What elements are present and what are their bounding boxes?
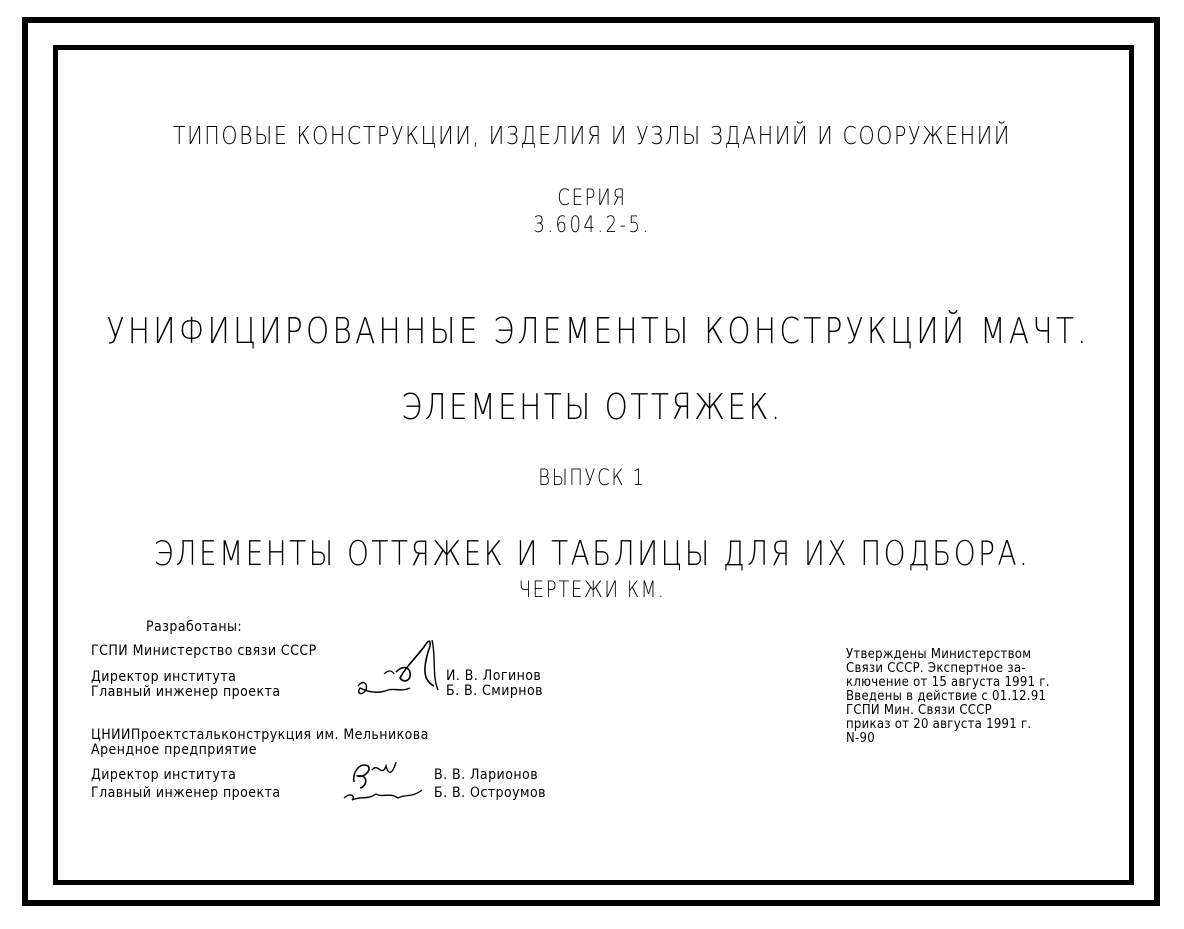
- org2-role-director: Директор института: [91, 767, 237, 783]
- issue-label: ВЫПУСК 1: [538, 466, 646, 491]
- org1-name: ГСПИ Министерство связи СССР: [91, 643, 317, 659]
- org2-type: Арендное предприятие: [91, 742, 258, 758]
- inner-frame: [53, 45, 1134, 885]
- document-title: УНИФИЦИРОВАННЫЕ ЭЛЕМЕНТЫ КОНСТРУКЦИЙ МАЧТ.: [106, 311, 1090, 352]
- org2-role-chief-engineer: Главный инженер проекта: [91, 785, 281, 801]
- approval-line: ключение от 15 августа 1991 г.: [846, 675, 1050, 690]
- approval-line: приказ от 20 августа 1991 г.: [846, 717, 1032, 732]
- org1-chief-engineer-name: Б. В. Смирнов: [446, 683, 544, 699]
- approval-note: [846, 648, 1050, 746]
- signature-loginov-smirnov: [348, 636, 448, 706]
- developed-label: Разработаны:: [146, 619, 243, 635]
- document-subtitle: ЭЛЕМЕНТЫ ОТТЯЖЕК.: [401, 387, 783, 428]
- org2-director-name: В. В. Ларионов: [434, 767, 539, 783]
- approval-line: ГСПИ Мин. Связи СССР: [846, 703, 992, 718]
- approval-line: N-90: [846, 731, 875, 746]
- org2-name: ЦНИИПроектстальконструкция им. Мельникова: [91, 727, 429, 743]
- org1-role-director: Директор института: [91, 669, 237, 685]
- collection-title: ТИПОВЫЕ КОНСТРУКЦИИ, ИЗДЕЛИЯ И УЗЛЫ ЗДАНИЙ И СООРУЖЕНИЙ: [172, 121, 1011, 150]
- org2-chief-engineer-name: Б. В. Остроумов: [434, 785, 547, 801]
- signature-larionov-ostroumov: [338, 752, 438, 806]
- approval-line: Утверждены Министерством: [846, 647, 1032, 662]
- approval-line: Связи СССР. Экспертное за-: [846, 661, 1026, 676]
- org1-director-name: И. В. Логинов: [446, 668, 542, 684]
- series-label: СЕРИЯ: [557, 186, 627, 211]
- drawings-label: ЧЕРТЕЖИ КМ.: [518, 578, 666, 603]
- issue-title: ЭЛЕМЕНТЫ ОТТЯЖЕК И ТАБЛИЦЫ ДЛЯ ИХ ПОДБОРА.: [153, 534, 1031, 574]
- org1-role-chief-engineer: Главный инженер проекта: [91, 684, 281, 700]
- approval-line: Введены в действие с 01.12.91: [846, 689, 1047, 704]
- series-number: 3.604.2-5.: [533, 213, 651, 238]
